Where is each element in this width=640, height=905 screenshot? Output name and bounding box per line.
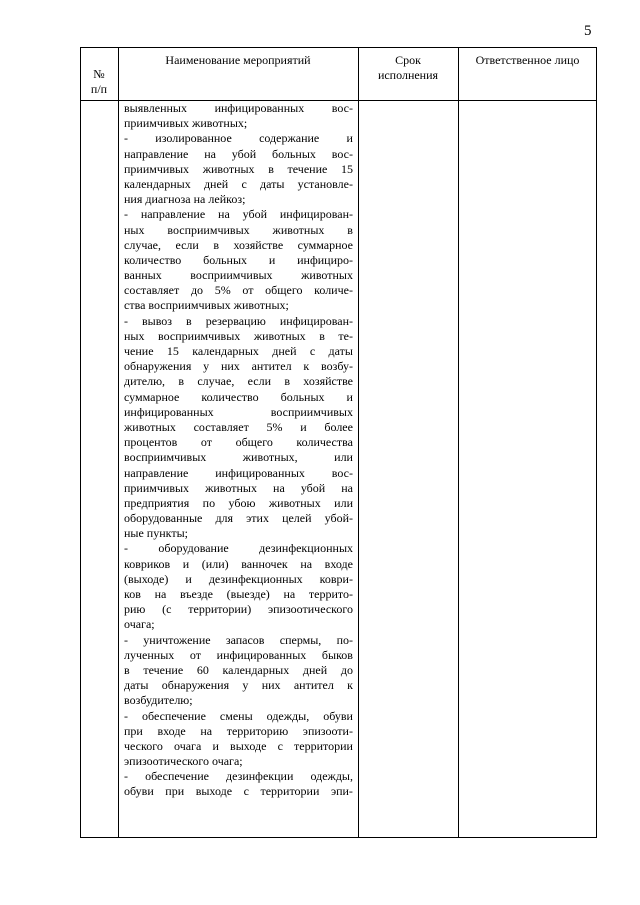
measure-text-line: при входе на территорию эпизооти- — [124, 723, 353, 738]
measure-text-line: приимчивых животных в течение 15 — [124, 161, 353, 176]
measure-text-line: - обеспечение смены одежды, обуви — [124, 708, 353, 723]
table-column-divider — [118, 47, 119, 838]
header-name: Наименование мероприятий — [165, 53, 311, 67]
measure-text-line: ных восприимчивых животных в — [124, 222, 353, 237]
header-term-cell — [358, 53, 458, 83]
measure-text-line: оборудованные для этих целей убой- — [124, 511, 353, 526]
header-responsible: Ответственное лицо — [475, 53, 580, 67]
measure-text-line: ков на въезде (выезде) на террито- — [124, 587, 353, 601]
header-number-abbrev: п/п — [90, 82, 108, 96]
measure-text-line: обуви при выходе с территории эпи- — [124, 784, 353, 799]
measure-text-line: - уничтожение запасов спермы, по- — [124, 632, 353, 647]
measure-text-line: ческого очага и выходе с территории — [124, 738, 353, 753]
header-term-line1: Срок — [395, 53, 421, 67]
measure-text-line: инфицированных восприимчивых — [124, 404, 353, 419]
measure-text-line: ных восприимчивых животных в те- — [124, 328, 353, 343]
measure-text-line: эпизоотического очага; — [124, 754, 243, 769]
measure-text-line: - изолированное содержание и — [124, 131, 353, 146]
measure-text-line: очага; — [124, 617, 155, 632]
measure-text-line: ванных восприимчивых животных — [124, 268, 353, 283]
measure-text-line: (выходе) и дезинфекционных коври- — [124, 571, 353, 586]
measure-text-line: животных составляет 5% и более — [124, 419, 353, 434]
table-column-divider — [358, 47, 359, 838]
measure-text-line: обнаружения у них антител к возбу- — [124, 359, 353, 374]
measure-text-line: составляет до 5% от общего количе- — [124, 283, 353, 298]
measures-description-cell — [124, 101, 353, 800]
measure-text-line: количество больных и инфициро- — [124, 252, 353, 267]
header-name-cell — [118, 53, 358, 68]
measure-text-line: восприимчивых животных, или — [124, 450, 353, 465]
measure-text-line: - направление на убой инфицирован- — [124, 207, 353, 222]
measure-text-line: дителю, в случае, если в хозяйстве — [124, 374, 353, 389]
measure-text-line: - оборудование дезинфекционных — [124, 541, 353, 556]
measure-text-line: процентов от общего количества — [124, 435, 353, 450]
measure-text-line: - вывоз в резервацию инфицирован- — [124, 313, 353, 328]
header-number-cell — [80, 67, 118, 97]
measure-text-line: даты обнаружения у них антител к — [124, 678, 353, 693]
measure-text-line: приимчивых животных; — [124, 116, 248, 131]
measure-text-line: приимчивых животных на убой на — [124, 480, 353, 495]
measure-text-line: - обеспечение дезинфекции одежды, — [124, 769, 353, 784]
measure-text-line: чение 15 календарных дней с даты — [124, 344, 353, 358]
measure-text-line: рию (с территории) эпизоотического — [124, 602, 353, 617]
measure-text-line: ния диагноза на лейкоз; — [124, 192, 246, 207]
measure-text-line: ковриков и (или) ванночек на входе — [124, 556, 353, 571]
measure-text-line: возбудителю; — [124, 693, 193, 708]
measure-text-line: ные пункты; — [124, 526, 188, 541]
page-number: 5 — [584, 23, 592, 39]
measure-text-line: выявленных инфицированных вос- — [124, 101, 353, 115]
measure-text-line: лученных от инфицированных быков — [124, 647, 353, 662]
header-term-line2: исполнения — [377, 68, 439, 82]
measure-text-line: календарных дней с даты установле- — [124, 176, 353, 191]
table-column-divider — [458, 47, 459, 838]
measure-text-line: случае, если в хозяйстве суммарное — [124, 237, 353, 252]
measure-text-line: суммарное количество больных и — [124, 389, 353, 404]
header-number-symbol: № — [93, 67, 105, 81]
measure-text-line: в течение 60 календарных дней до — [124, 662, 353, 677]
header-responsible-cell — [458, 53, 597, 68]
measure-text-line: направление инфицированных вос- — [124, 465, 353, 480]
measure-text-line: ства восприимчивых животных; — [124, 298, 289, 313]
measure-text-line: предприятия по убою животных или — [124, 495, 353, 510]
measure-text-line: направление на убой больных вос- — [124, 146, 353, 161]
